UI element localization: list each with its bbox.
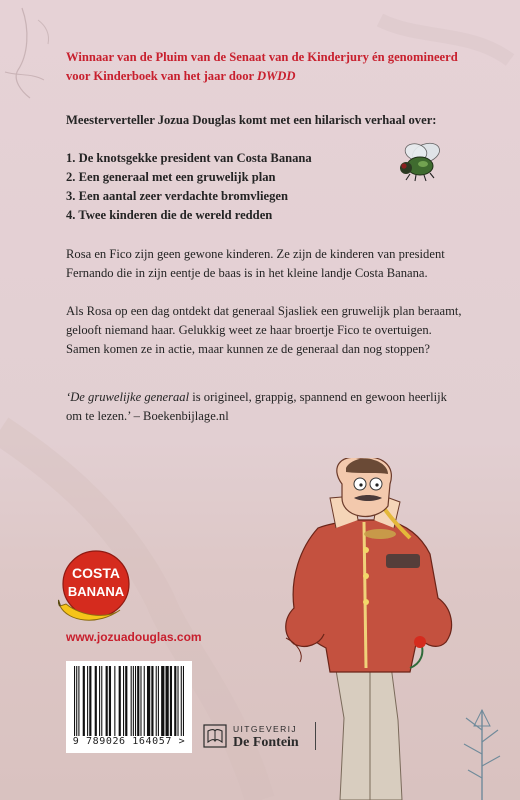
barcode-bar — [99, 666, 100, 736]
barcode-bar — [144, 666, 145, 736]
list-item: 3. Een aantal zeer verdachte bromvliegen — [66, 189, 288, 203]
barcode-bar — [170, 666, 172, 736]
barcode-bar — [140, 666, 141, 736]
barcode-bar — [135, 666, 136, 736]
barcode-bar — [114, 666, 115, 736]
barcode-bar — [156, 666, 157, 736]
publisher-logo — [203, 718, 321, 754]
barcode-bar — [83, 666, 85, 736]
barcode-bar — [158, 666, 159, 736]
costa-logo-line1: COSTA — [72, 565, 120, 581]
barcode-bar — [74, 666, 75, 736]
barcode-bar — [151, 666, 153, 736]
publisher-label: UITGEVERIJ — [233, 724, 298, 734]
barcode-bar — [183, 666, 184, 736]
barcode-bar — [101, 666, 102, 736]
publisher-divider — [315, 722, 316, 750]
fly-icon — [396, 140, 446, 182]
leaf-sketch — [444, 700, 520, 800]
paragraph-2: Als Rosa op een dag ontdekt dat generaal Sjasliek een gruwelijk plan beraamt, gelooft niemand haar. Gelukkig weet ze haar broertje Fico te overtuigen. Samen komen ze in actie, maar kunnen ze de generaal dan nog stoppen? — [66, 304, 462, 356]
costa-logo-line2: BANANA — [67, 584, 125, 599]
publisher-name: De Fontein — [233, 735, 299, 750]
barcode-bar — [165, 666, 168, 736]
quote-title: ‘De gruwelijke generaal — [66, 390, 190, 404]
barcode-bar — [137, 666, 139, 736]
list-item: 2. Een generaal met een gruwelijk plan — [66, 170, 276, 184]
review-quote — [66, 388, 466, 426]
barcode-bar — [123, 666, 124, 736]
list-item: 4. Twee kinderen die de wereld redden — [66, 208, 273, 222]
barcode-bar — [76, 666, 77, 736]
barcode-bar — [147, 666, 150, 736]
barcode-bar — [95, 666, 97, 736]
paragraph-1: Rosa en Fico zijn geen gewone kinderen. Ze zijn de kinderen van president Fernando die in zijn eentje de baas is in het kleine landje Costa Banana. — [66, 247, 445, 280]
award-emphasis: DWDD — [257, 69, 296, 83]
barcode-bar — [106, 666, 108, 736]
barcode-bar — [174, 666, 176, 736]
barcode-bar — [89, 666, 91, 736]
publisher-book-icon — [203, 724, 227, 748]
award-statement — [66, 48, 466, 86]
costa-banana-logo — [58, 548, 132, 624]
barcode-bar — [119, 666, 121, 736]
barcode — [66, 661, 192, 753]
barcode-bar — [131, 666, 132, 736]
award-text: Winnaar van de Pluim van de Senaat van de Kinderjury én genomineerd voor Kinderboek van het jaar door — [66, 50, 458, 83]
barcode-bar — [177, 666, 178, 736]
barcode-bar — [87, 666, 88, 736]
quote-text: is origineel, grappig, spannend en gewoon heerlijk om te lezen.’ – Boekenbijlage.nl — [66, 390, 447, 423]
list-item: 1. De knotsgekke president van Costa Banana — [66, 151, 312, 165]
intro-text: Meesterverteller Jozua Douglas komt met een hilarisch verhaal over: — [66, 113, 437, 127]
isbn-number: 9 789026 164057 > — [72, 736, 186, 747]
barcode-bar — [125, 666, 127, 736]
barcode-bar — [78, 666, 79, 736]
barcode-bar — [181, 666, 182, 736]
barcode-bar — [161, 666, 164, 736]
barcode-bars — [72, 666, 186, 736]
barcode-bar — [109, 666, 111, 736]
website-link[interactable]: www.jozuadouglas.com — [66, 630, 202, 644]
story-list — [66, 149, 312, 225]
barcode-bar — [133, 666, 134, 736]
